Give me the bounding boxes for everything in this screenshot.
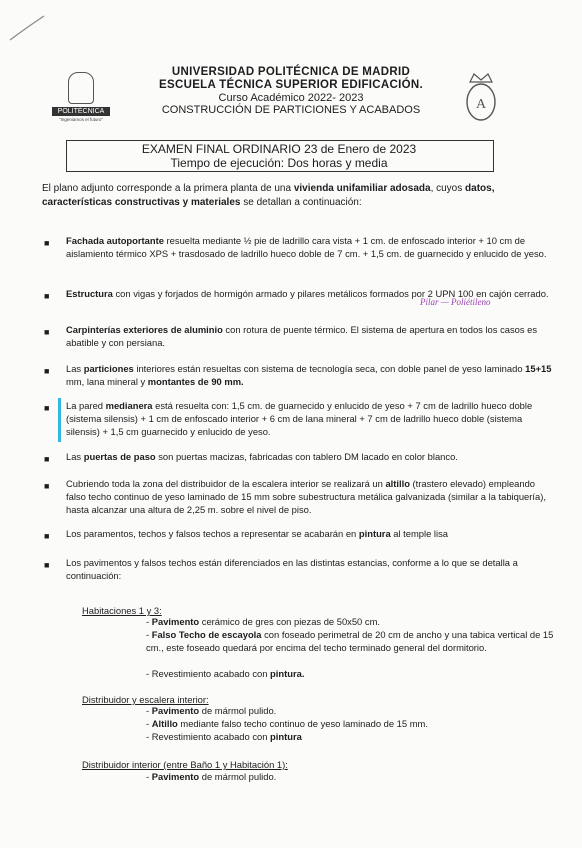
dist-revestimiento: - Revestimiento acabado con pintura <box>146 731 302 742</box>
bullet-icon: ■ <box>44 366 50 376</box>
dist-altillo: - Altillo mediante falso techo continuo de yeso laminado de 15 mm. <box>146 718 428 729</box>
intro-text: El plano adjunto corresponde a la primera planta de una <box>42 183 294 194</box>
bullet-text: resuelta mediante ½ pie de ladrillo cara vista + 1 cm. de enfoscado interior + 10 cm de aislamiento térmico XPS + trasdosado de ladrillo hueco doble de 7 cm. + 1,5 cm. de guarnecido y enlucido de yeso. <box>66 235 547 259</box>
bullet-puertas <box>66 450 556 463</box>
room-bold: Pavimento <box>151 705 200 716</box>
bullet-icon: ■ <box>44 560 50 570</box>
pencil-stroke-mark <box>8 12 48 42</box>
room-bold: pintura. <box>270 668 305 679</box>
room-text: mediante falso techo continuo de yeso laminado de 15 mm. <box>177 718 428 729</box>
upm-crest-icon <box>68 72 94 104</box>
room-bold: Altillo <box>151 718 178 729</box>
intro-paragraph <box>42 182 552 209</box>
bullet-bold: puertas de paso <box>83 451 156 462</box>
room-text: cerámico de gres con piezas de 50x50 cm. <box>199 616 380 627</box>
section-distribuidor: Distribuidor y escalera interior: <box>82 694 209 705</box>
highlighter-mark <box>58 398 61 442</box>
bullet-text: Las <box>66 363 84 374</box>
bullet-text: Cubriendo toda la zona del distribuidor de la escalera interior se realizará un <box>66 478 386 489</box>
bullet-medianera <box>66 399 556 438</box>
bullet-icon: ■ <box>44 531 50 541</box>
section-habitaciones: Habitaciones 1 y 3: <box>82 605 162 616</box>
school-name: ESCUELA TÉCNICA SUPERIOR EDIFICACIÓN. <box>159 79 423 91</box>
academic-year: Curso Académico 2022- 2023 <box>218 92 364 104</box>
bullet-icon: ■ <box>44 403 50 413</box>
dist2-pavimento: - Pavimento de mármol pulido. <box>146 771 277 782</box>
exam-duration: Tiempo de ejecución: Dos horas y media <box>170 156 388 170</box>
bullet-pavimentos <box>66 556 556 582</box>
bullet-fachada <box>66 234 556 260</box>
dist-pavimento: - Pavimento de mármol pulido. <box>146 705 277 716</box>
hab-revestimiento: - Revestimiento acabado con pintura. <box>146 668 305 679</box>
room-text: Revestimiento acabado con <box>151 668 271 679</box>
intro-text: se detallan a continuación: <box>240 196 362 208</box>
bullet-text: Los pavimentos y falsos techos están diferenciados en las distintas estancias, conforme a lo que se detalla a continuación: <box>66 557 518 581</box>
subject-name: CONSTRUCCIÓN DE PARTICIONES Y ACABADOS <box>161 104 421 116</box>
bullet-bold: particiones <box>83 363 134 374</box>
bullet-text: mm, lana mineral y <box>66 376 148 387</box>
room-text: con foseado perimetral de 20 cm de ancho y una tabica vertical de 15 cm., este foseado quedará por encima del techo terminado general del dormitorio. <box>146 629 554 653</box>
bullet-bold: Estructura <box>66 288 113 299</box>
bullet-text: La pared <box>66 400 106 411</box>
room-bold: Falso Techo de escayola <box>151 629 262 640</box>
room-bold: Pavimento <box>151 771 200 782</box>
bullet-bold: medianera <box>105 400 153 411</box>
bullet-bold: pintura <box>358 528 391 539</box>
bullet-text: Los paramentos, techos y falsos techos a representar se acabarán en <box>66 528 359 539</box>
room-text: de mármol pulido. <box>199 705 277 716</box>
bullet-text: interiores están resueltas con sistema de tecnología seca, con doble panel de yeso laminado <box>133 363 526 374</box>
bullet-text: está resuelta con: 1,5 cm. de guarnecido y enlucido de yeso + 7 cm de ladrillo hueco doble (sistema silensis) + 1 cm de enfoscado interior + 6 cm de lana mineral + 7 cm de ladrillo hueco doble (sistema silensis) + 1,5 cm guarnecido y enlucido de yeso. <box>66 400 533 437</box>
bullet-bold: 15+15 <box>525 363 552 374</box>
room-text: Revestimiento acabado con <box>151 731 271 742</box>
room-text: de mármol pulido. <box>199 771 277 782</box>
svg-text:A: A <box>475 97 487 112</box>
university-name: UNIVERSIDAD POLITÉCNICA DE MADRID <box>171 66 411 78</box>
bullet-particiones <box>66 362 556 388</box>
bullet-text: al temple lisa <box>390 528 448 539</box>
bullet-paramentos <box>66 527 556 540</box>
bullet-icon: ■ <box>44 454 50 464</box>
upm-logo <box>46 72 116 132</box>
intro-text: , cuyos <box>430 183 466 194</box>
bullet-icon: ■ <box>44 327 50 337</box>
logo-motto: "Ingeniamos el futuro" <box>59 117 103 122</box>
bullet-carpinterias <box>66 323 556 349</box>
bullet-bold: Fachada autoportante <box>66 235 164 246</box>
bullet-icon: ■ <box>44 291 50 301</box>
bullet-text: con rotura de puente térmico. El sistema de apertura en todos los casos es abatible y con persiana. <box>66 324 538 348</box>
room-bold: pintura <box>270 731 302 742</box>
hab-pavimento: - Pavimento cerámico de gres con piezas de 50x50 cm. <box>146 616 380 627</box>
bullet-bold: altillo <box>385 478 410 489</box>
bullet-icon: ■ <box>44 481 50 491</box>
bullet-text: son puertas macizas, fabricadas con tablero DM lacado en color blanco. <box>155 451 458 462</box>
bullet-icon: ■ <box>44 238 50 248</box>
bullet-text: con vigas y forjados de hormigón armado y pilares metálicos formados por 2 UPN 100 en cajón cerrado. <box>112 288 549 299</box>
handwritten-note: Pilar — Poliétileno <box>420 297 491 307</box>
bullet-bold: Carpinterías exteriores de aluminio <box>66 324 223 335</box>
bullet-altillo <box>66 477 556 516</box>
bullet-bold: montantes de 90 mm. <box>147 376 244 387</box>
room-bold: Pavimento <box>151 616 200 627</box>
school-crest-icon <box>464 72 498 124</box>
exam-title: EXAMEN FINAL ORDINARIO 23 de Enero de 2023 <box>141 142 417 156</box>
bullet-text: Las <box>66 451 84 462</box>
bullet-text: (trastero elevado) empleando falso techo continuo de yeso laminado de 15 mm sobre subestructura metálica galvanizada (similar a la tabiquería), hasta alcanzar una altura de 2,25 m. sobre el nivel de piso. <box>66 478 546 515</box>
section-distribuidor-interior: Distribuidor interior (entre Baño 1 y Habitación 1): <box>82 759 288 770</box>
logo-text: POLITÉCNICA <box>52 107 110 116</box>
intro-bold: vivienda unifamiliar adosada <box>293 183 431 194</box>
intro-bold: datos, características constructivas y materiales <box>42 183 495 208</box>
hab-falso-techo: - Falso Techo de escayola con foseado perimetral de 20 cm de ancho y una tabica vertical de 15 cm., este foseado quedará por encima del techo terminado general del dormitorio. <box>146 629 554 653</box>
